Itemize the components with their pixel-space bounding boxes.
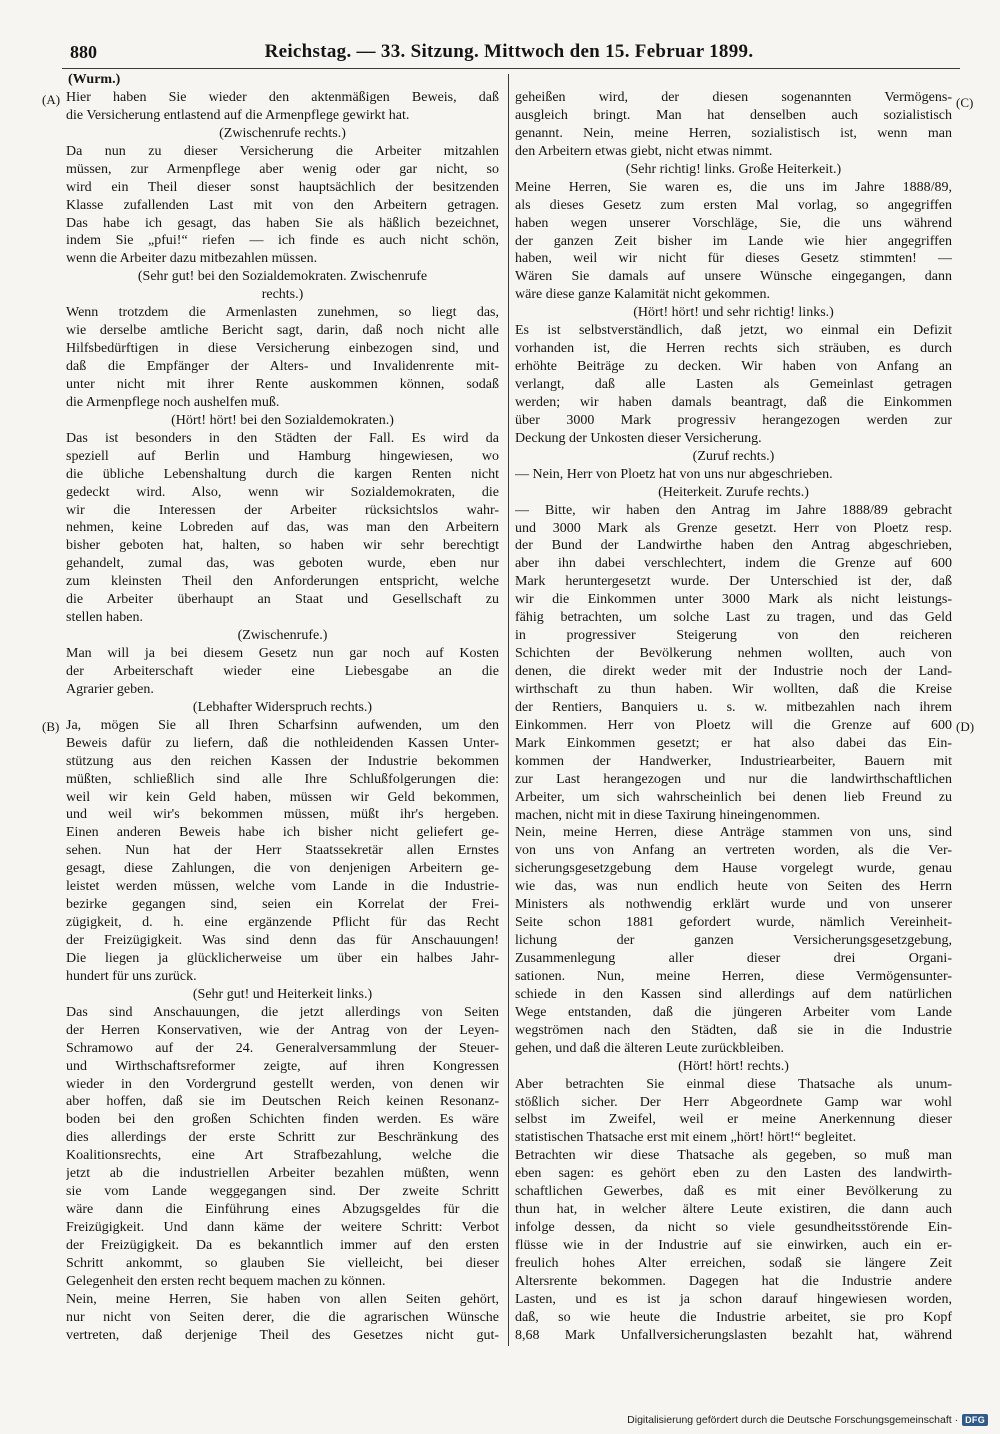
interjection bbox=[66, 699, 499, 717]
text-line: bezirke gegangen sind, seien ein Korrelat der Frei- bbox=[66, 897, 499, 913]
paragraph bbox=[515, 322, 952, 448]
text-line: wird ein Theil dieser sonst hauptsächlich der besitzenden bbox=[66, 179, 499, 195]
text-line: sehen. Nun hat der Herr Staatssekretär allen Ernstes bbox=[66, 843, 499, 859]
text-line: geheißen wird, der diesen sogenannten Vermögens- bbox=[515, 90, 952, 105]
paragraph bbox=[66, 1291, 499, 1345]
text-line: zur Last herangezogen und nur die landwirthschaftlichen bbox=[515, 771, 952, 787]
text-line: Schritt ankommt, so glauben Sie vielleicht, bei dieser bbox=[66, 1255, 499, 1271]
text-line: als dieses Gesetz zum ersten Mal vorlag, so angegriffen bbox=[515, 197, 952, 213]
interjection-line: (Zwischenrufe.) bbox=[237, 628, 328, 644]
text-line: sicherungsgesetzgebung dem Hause vorgelegt wurde, genau bbox=[515, 861, 952, 877]
text-line: Deckung der Unkosten dieser Versicherung. bbox=[515, 430, 762, 446]
text-line: stellen haben. bbox=[66, 610, 143, 626]
text-line: kommen der Handwerker, Industriearbeiter, Bauern mit bbox=[515, 753, 952, 769]
text-line: statistischen Thatsache erst mit einem „hört! hört!“ begleitet. bbox=[515, 1130, 857, 1146]
paragraph bbox=[66, 1004, 499, 1291]
text-line: wie derselbe amtliche Bericht sagt, darin, daß noch nicht alle bbox=[66, 323, 499, 339]
text-line: freulich hohes Alter erreichen, sodaß sie längere Zeit bbox=[515, 1255, 952, 1271]
text-line: die Armenpflege noch aushelfen muß. bbox=[66, 394, 280, 410]
paragraph bbox=[66, 430, 499, 627]
text-line: Hier haben Sie wieder den aktenmäßigen Beweis, daß bbox=[66, 89, 499, 105]
paragraph bbox=[515, 502, 952, 825]
interjection-line: (Sehr richtig! links. Große Heiterkeit.) bbox=[625, 161, 842, 177]
text-line: der Freizügigkeit. Was sind denn das für Anschauungen! bbox=[66, 933, 499, 948]
text-line: Beweis dafür zu liefern, daß die nothleidenden Kassen Unter- bbox=[66, 735, 499, 751]
text-line: nehmen, keine Lobreden auf das, was man den Arbeitern bbox=[66, 520, 499, 536]
paragraph bbox=[66, 645, 499, 699]
text-line: thun hat, in welcher ältere Leute existiren, die dann auch bbox=[515, 1202, 952, 1218]
text-line: wir die Einkommen unter 3000 Mark als nicht leistungs- bbox=[515, 592, 952, 608]
text-line: Wären Sie damals auf unsere Wünsche eingegangen, dann bbox=[515, 269, 952, 285]
text-line: Meine Herren, Sie waren es, die uns im Jahre 1888/89, bbox=[515, 179, 952, 195]
text-line: von uns von Anfang an vertreten worden, als die Ver- bbox=[515, 843, 952, 859]
margin-mark-b: (B) bbox=[42, 719, 60, 734]
text-line: Schramowo auf der 24. Generalversammlung der Steuer- bbox=[66, 1040, 499, 1056]
text-line: den Arbeitern etwas giebt, nicht etwas nimmt. bbox=[515, 143, 773, 159]
text-line: sationen. Nun, meine Herren, diese Vermögensunter- bbox=[515, 968, 952, 984]
text-line: Wenn trotzdem die Armenlasten zunehmen, so liegt das, bbox=[66, 305, 499, 321]
text-line: Es ist selbstverständlich, daß jetzt, wo einmal ein Defizit bbox=[515, 323, 952, 339]
text-line: speziell auf Berlin und Hamburg hingewiesen, wo bbox=[66, 448, 499, 464]
interjection bbox=[515, 484, 952, 502]
text-line: müssen, zur Armenpflege aber wenig oder gar nicht, so bbox=[66, 161, 499, 177]
text-line: bisher geboten hat, halten, so haben wir sehr berechtigt bbox=[66, 538, 499, 554]
text-line: vorhanden ist, die Herren rechts sich sträuben, es durch bbox=[515, 341, 952, 357]
interjection-line: (Hört! hört! und sehr richtig! links.) bbox=[633, 305, 834, 321]
text-line: aber ihn dabei verschlechtert, indem die Grenze auf 600 bbox=[515, 556, 952, 572]
text-line: unter nicht mit ihrer Rente auskommen können, sodaß bbox=[66, 376, 499, 392]
text-line: indem Sie „pfui!“ riefen — ich finde es auch nicht schön, bbox=[66, 233, 499, 249]
text-line: stützung aus den reichen Kassen der Industrie bekommen bbox=[66, 753, 499, 769]
text-line: wenn die Arbeiter dazu mitbezahlen müssen. bbox=[66, 251, 318, 267]
text-line: lichung der ganzen Versicherungsgesetzgebung, bbox=[515, 933, 952, 949]
text-line: gehandelt, zumal das, was geboten wurde, eben nur bbox=[66, 556, 499, 572]
text-line: aber hoffen, daß sie im Deutschen Reich keinen Resonanz- bbox=[66, 1094, 499, 1110]
text-line: infolge dessen, da nicht so viele gesundheitsstörende Ein- bbox=[515, 1220, 952, 1236]
paragraph bbox=[66, 143, 499, 269]
interjection bbox=[515, 304, 952, 322]
text-line: die übliche Lebenshaltung durch die kargen Renten nicht bbox=[66, 466, 499, 482]
text-line: Klasse zufallenden Last mit von den Arbeitern getragen. bbox=[66, 197, 499, 213]
text-line: gedeckt wird. Also, wenn wir Sozialdemokraten, die bbox=[66, 484, 499, 500]
text-line: Altersrente bekommen. Dagegen hat die Industrie andere bbox=[515, 1273, 952, 1289]
interjection bbox=[66, 412, 499, 430]
text-line: der Bund der Landwirthe haben den Antrag abgeschrieben, bbox=[515, 538, 952, 554]
text-line: und 3000 Mark als Grenze gesetzt. Herr von Ploetz resp. bbox=[515, 520, 952, 536]
interjection bbox=[66, 627, 499, 645]
footer-text: Digitalisierung gefördert durch die Deutsche Forschungsgemeinschaft · bbox=[627, 1414, 959, 1426]
text-line: werden; wir haben damals beantragt, daß die Einkommen bbox=[515, 394, 952, 410]
paragraph bbox=[515, 466, 952, 484]
text-line: Die liegen ja glücklicherweise um über ein halbes Jahr- bbox=[66, 950, 499, 966]
text-line: Koalitionsrechts, eine Art Strafbezahlung, welche die bbox=[66, 1148, 499, 1164]
text-line: Da nun zu dieser Versicherung die Arbeiter mitzahlen bbox=[66, 143, 499, 159]
margin-mark-d: (D) bbox=[956, 719, 975, 734]
text-line: Seite schon 1881 gefordert wurde, nämlich Vereinheit- bbox=[515, 915, 952, 931]
text-line: der Rentiers, Banquiers u. s. w. mitbezahlen nach ihrem bbox=[515, 699, 952, 715]
dfg-logo: DFG bbox=[962, 1414, 988, 1426]
text-line: erhöhte Beiträge zu decken. Wir haben von Anfang an bbox=[515, 359, 952, 375]
text-line: Das habe ich gesagt, das haben Sie als häßlich bezeichnet, bbox=[66, 215, 499, 231]
text-line: die Arbeiter überhaupt an Staat und Gesellschaft zu bbox=[66, 592, 499, 608]
text-line: und Wirthschaftsreformer zeigte, auf ihren Kongressen bbox=[66, 1058, 499, 1074]
paragraph bbox=[66, 717, 499, 986]
text-line: Das ist besonders in den Städten der Fall. Es wird da bbox=[66, 430, 499, 446]
speaker-name: (Wurm.) bbox=[68, 72, 121, 87]
text-line: und weil wir's bekommen müssen, müßt ihr's hergeben. bbox=[66, 807, 499, 823]
text-line: haben, weil wir nicht für dieses Gesetz stimmten! — bbox=[515, 251, 952, 267]
text-line: zügigkeit, d. h. eine ergänzende Pflicht für das Recht bbox=[66, 915, 499, 931]
text-line: selbst im Zweifel, weil er meine Anerkennung dieser bbox=[515, 1112, 952, 1128]
text-line: sie vom Lande weggegangen sind. Der zweite Schritt bbox=[66, 1184, 499, 1200]
text-line: der ganzen Zeit bisher im Lande wie hier angegriffen bbox=[515, 233, 952, 249]
text-line: Man will ja bei diesem Gesetz nun gar noch auf Kosten bbox=[66, 646, 499, 661]
text-line: Zusammenlegung aller dieser drei Organi- bbox=[515, 951, 952, 966]
text-line: ausgleich bringt. Man hat denselben auch sozialistisch bbox=[515, 107, 952, 123]
text-line: genannt. Nein, meine Herren, sozialistisch ist, wenn man bbox=[515, 125, 952, 141]
text-line: Das sind Anschauungen, die jetzt allerdings von Seiten bbox=[66, 1004, 499, 1020]
text-line: der Herren Konservativen, wie der Antrag von der Leyen- bbox=[66, 1022, 499, 1038]
text-line: Freizügigkeit. Und dann käme der weitere Schritt: Verbot bbox=[66, 1220, 499, 1235]
text-line: jetzt ab die industriellen Arbeiter bezahlen müßten, wenn bbox=[66, 1166, 499, 1182]
text-line: wieder in den Vordergrund gestellt werden, von denen wir bbox=[66, 1076, 499, 1092]
text-line: weil wir kein Geld haben, müssen wir Geld bekommen, bbox=[66, 789, 499, 805]
text-line: — Bitte, wir haben den Antrag im Jahre 1888/89 gebracht bbox=[515, 502, 952, 518]
text-line: stößlich sicher. Der Herr Abgeordnete Gamp war wohl bbox=[515, 1094, 952, 1110]
text-line: daß die Empfänger der Alters- und Invalidenrente mit- bbox=[66, 359, 499, 374]
paragraph bbox=[515, 824, 952, 1057]
text-line: Einen anderen Beweis habe ich bisher nicht geliefert ge- bbox=[66, 825, 499, 841]
text-line: wäre diese ganze Kalamität nicht gekommen. bbox=[515, 287, 771, 303]
text-line: die Versicherung entlastend auf die Armenpflege gewirkt hat. bbox=[66, 107, 410, 123]
text-line: wie das, was nun endlich heute von Seiten des Herrn bbox=[515, 879, 952, 895]
text-line: der Arbeiterschaft wieder eine Liebesgabe an die bbox=[66, 663, 499, 679]
text-line: in progressiver Steigerung von den reicheren bbox=[515, 628, 952, 644]
text-line: wegströmen nach den Städten, daß sie in die Industrie bbox=[515, 1022, 952, 1038]
text-line: Mark heruntergesetzt wurde. Der Unterschied ist der, daß bbox=[515, 574, 952, 590]
paragraph bbox=[515, 1147, 952, 1344]
text-line: wir die Interessen der Arbeiter rücksichtslos wahr- bbox=[66, 502, 499, 518]
text-line: über 3000 Mark progressiv herangezogen werden zur bbox=[515, 412, 952, 428]
text-line: Gelegenheit den ersten recht bequem machen zu können. bbox=[66, 1273, 386, 1289]
column-divider bbox=[508, 74, 509, 1346]
text-line: Ministers als nothwendig erklärt wurde und von unserer bbox=[515, 897, 952, 913]
margin-mark-c: (C) bbox=[956, 95, 974, 110]
paragraph bbox=[515, 179, 952, 305]
text-line: gehen, und daß die älteren Leute zurückbleiben. bbox=[515, 1040, 784, 1056]
interjection-line: (Lebhafter Widerspruch rechts.) bbox=[192, 699, 373, 715]
text-line: Arbeiter, um sich wahrscheinlich bei denen lieb Freund zu bbox=[515, 789, 952, 805]
interjection-line: (Heiterkeit. Zurufe rechts.) bbox=[658, 484, 809, 500]
text-line: müßten, schließlich sind alle Ihre Schlußfolgerungen die: bbox=[66, 771, 499, 787]
text-line: schaftlichen Gewerbes, daß es mit einer Bevölkerung zu bbox=[515, 1184, 952, 1200]
text-line: Nein, meine Herren, Sie haben von allen Seiten gehört, bbox=[66, 1291, 499, 1307]
interjection-line: (Zuruf rechts.) bbox=[692, 448, 775, 464]
text-line: dies allerdings der erste Schritt zur Beschränkung des bbox=[66, 1130, 499, 1146]
interjection-line: (Hört! hört! bei den Sozialdemokraten.) bbox=[171, 412, 394, 428]
text-line: schiede in den Kassen sind allerdings auf dem natürlichen bbox=[515, 986, 952, 1002]
text-line: hundert für uns zurück. bbox=[66, 968, 197, 984]
paragraph bbox=[66, 89, 499, 125]
footer bbox=[627, 1414, 988, 1426]
text-line: Hilfsbedürftigen in diese Versicherung einbezogen sind, und bbox=[66, 341, 499, 357]
text-line: Einkommen. Herr von Ploetz will die Grenze auf 600 bbox=[515, 717, 952, 733]
text-line: verlangt, daß alle Lasten als Gemeinlast getragen bbox=[515, 377, 952, 392]
text-line: Agrarier geben. bbox=[66, 681, 154, 697]
interjection-line: (Sehr gut! und Heiterkeit links.) bbox=[192, 986, 373, 1002]
text-line: — Nein, Herr von Ploetz hat von uns nur abgeschrieben. bbox=[515, 466, 833, 482]
page-number: 880 bbox=[70, 42, 97, 62]
text-line: Wege entstanden, daß die jüngeren Arbeiter vom Lande bbox=[515, 1004, 952, 1020]
left-column bbox=[66, 71, 499, 1345]
text-line: machen, nicht mit in diese Taxirung hineingenommen. bbox=[515, 807, 821, 823]
text-line: haben wegen unserer Vorschläge, Sie, die uns während bbox=[515, 215, 952, 231]
text-line: Aber betrachten Sie einmal diese Thatsache als unum- bbox=[515, 1076, 952, 1092]
running-title: Reichstag. — 33. Sitzung. Mittwoch den 15. Februar 1899. bbox=[264, 41, 754, 62]
paragraph bbox=[515, 89, 952, 161]
text-line: Lasten, und es ist ja schon darauf hingewiesen worden, bbox=[515, 1291, 952, 1307]
text-line: Ja, mögen Sie all Ihren Scharfsinn aufwenden, um den bbox=[66, 717, 499, 733]
paragraph bbox=[66, 304, 499, 412]
text-line: gesagt, diese Zahlungen, die von denjenigen Arbeitern ge- bbox=[66, 861, 499, 877]
margin-mark-a: (A) bbox=[42, 92, 61, 107]
right-column bbox=[515, 89, 952, 1345]
text-line: eben sagen: es gehört eben zu den Lasten des landwirth- bbox=[515, 1166, 952, 1182]
text-line: 8,68 Mark Unfallversicherungslasten bezahlt hat, während bbox=[515, 1327, 952, 1343]
text-line: Mark Einkommen gesetzt; er hat also dabei das Ein- bbox=[515, 735, 952, 751]
text-line: Betrachten wir diese Thatsache als gegeben, so muß man bbox=[515, 1148, 952, 1164]
interjection-line: rechts.) bbox=[261, 287, 304, 303]
text-line: leistet werden müssen, welche vom Lande in die Industrie- bbox=[66, 879, 499, 895]
text-line: flüsse wie in der Industrie auf sie einwirken, auch ein er- bbox=[515, 1238, 952, 1253]
text-line: vertreten, daß derjenige Theil des Gesetzes nicht gut- bbox=[66, 1327, 499, 1343]
speaker bbox=[66, 71, 499, 89]
text-line: der Freizügigkeit. Da es bekanntlich immer auf den ersten bbox=[66, 1237, 499, 1253]
interjection bbox=[66, 268, 499, 304]
text-line: daß, so wie heute die Industrie arbeitet, sie pro Kopf bbox=[515, 1309, 952, 1325]
text-line: denen, die direkt weder mit der Industrie noch der Land- bbox=[515, 664, 952, 679]
text-line: wäre dann die Einführung eines Abzugsgeldes für die bbox=[66, 1202, 499, 1218]
text-line: Schichten der Bevölkerung nehmen wollten, auch von bbox=[515, 646, 952, 662]
interjection bbox=[66, 125, 499, 143]
interjection-line: (Zwischenrufe rechts.) bbox=[219, 125, 346, 141]
text-line: nur nicht von Seiten derer, die die agrarischen Wünsche bbox=[66, 1309, 499, 1325]
text-line: zum kleinsten Theil den Anforderungen entspricht, welche bbox=[66, 574, 499, 590]
text-line: fähig betrachten, um solche Last zu tragen, und das Geld bbox=[515, 610, 952, 626]
header-rule bbox=[62, 68, 960, 69]
text-line: wirthschaft zu thun haben. Wir wollten, daß die Kreise bbox=[515, 681, 952, 697]
interjection-line: (Hört! hört! rechts.) bbox=[678, 1058, 789, 1074]
interjection-line: (Sehr gut! bei den Sozialdemokraten. Zwischenrufe bbox=[137, 269, 428, 285]
interjection bbox=[515, 161, 952, 179]
interjection bbox=[515, 448, 952, 466]
text-line: boden bei den großen Schichten finden werden. Es wäre bbox=[66, 1112, 499, 1128]
interjection bbox=[66, 986, 499, 1004]
paragraph bbox=[515, 1076, 952, 1148]
text-line: Nein, meine Herren, diese Anträge stammen von uns, sind bbox=[515, 825, 952, 841]
interjection bbox=[515, 1058, 952, 1076]
